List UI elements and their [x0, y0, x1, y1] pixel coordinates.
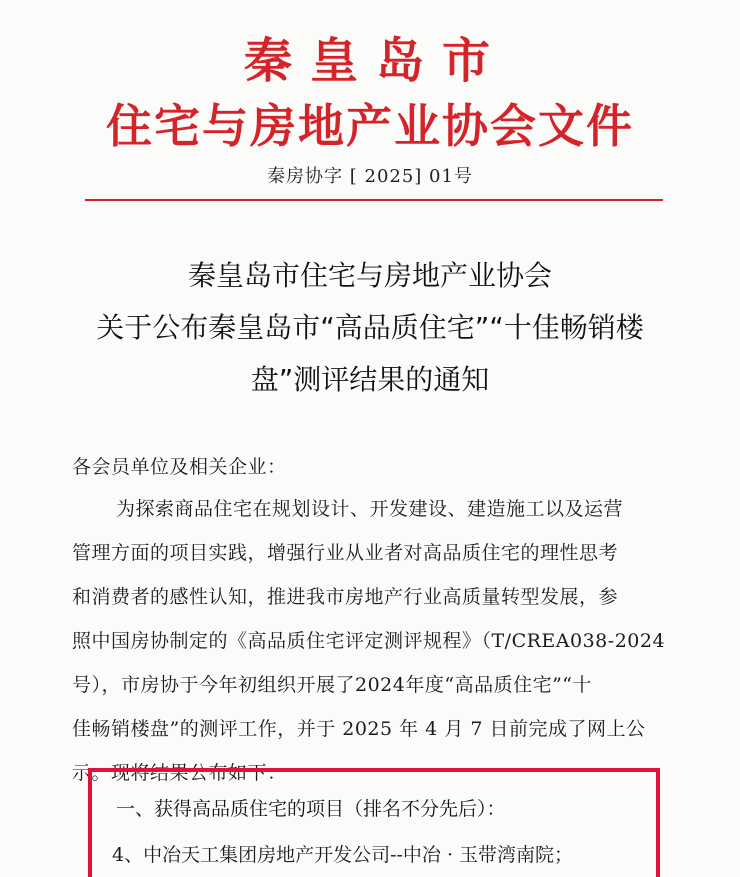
org-name-line1: 秦皇岛市: [243, 33, 508, 89]
paragraph-line: 管理方面的项目实践，增强行业从业者对高品质住宅的理性思考: [72, 542, 619, 564]
org-name-line2: 住宅与房地产业协会文件: [106, 99, 634, 153]
paragraph-line: 和消费者的感性认知，推进我市房地产行业高质量转型发展，参: [72, 586, 619, 608]
header-divider: [85, 199, 663, 201]
document-number: 秦房协字 [ 2025] 01号: [267, 166, 473, 187]
salutation: 各会员单位及相关企业：: [72, 456, 287, 478]
list-item: 4、中冶天工集团房地产开发公司--中冶 · 玉带湾南院；: [112, 844, 574, 866]
paragraph-line: 佳畅销楼盘”的测评工作，并于 2025 年 4 月 7 日前完成了网上公: [72, 718, 646, 740]
paragraph-line: 为探索商品住宅在规划设计、开发建设、建造施工以及运营: [116, 498, 624, 520]
paragraph-line: 示。现将结果公布如下：: [72, 762, 287, 784]
notice-title-line3: 盘”测评结果的通知: [250, 363, 490, 396]
paragraph-line: 号），市房协于今年初组织开展了2024年度“高品质住宅”“十: [72, 674, 592, 696]
section-heading: 一、获得高品质住宅的项目（排名不分先后）：: [116, 798, 506, 820]
notice-title-line2: 关于公布秦皇岛市“高品质住宅”“十佳畅销楼: [96, 311, 644, 344]
paragraph-line: 照中国房协制定的《高品质住宅评定测评规程》（T/CREA038-2024: [72, 630, 666, 652]
notice-title-line1: 秦皇岛市住宅与房地产业协会: [187, 259, 552, 292]
